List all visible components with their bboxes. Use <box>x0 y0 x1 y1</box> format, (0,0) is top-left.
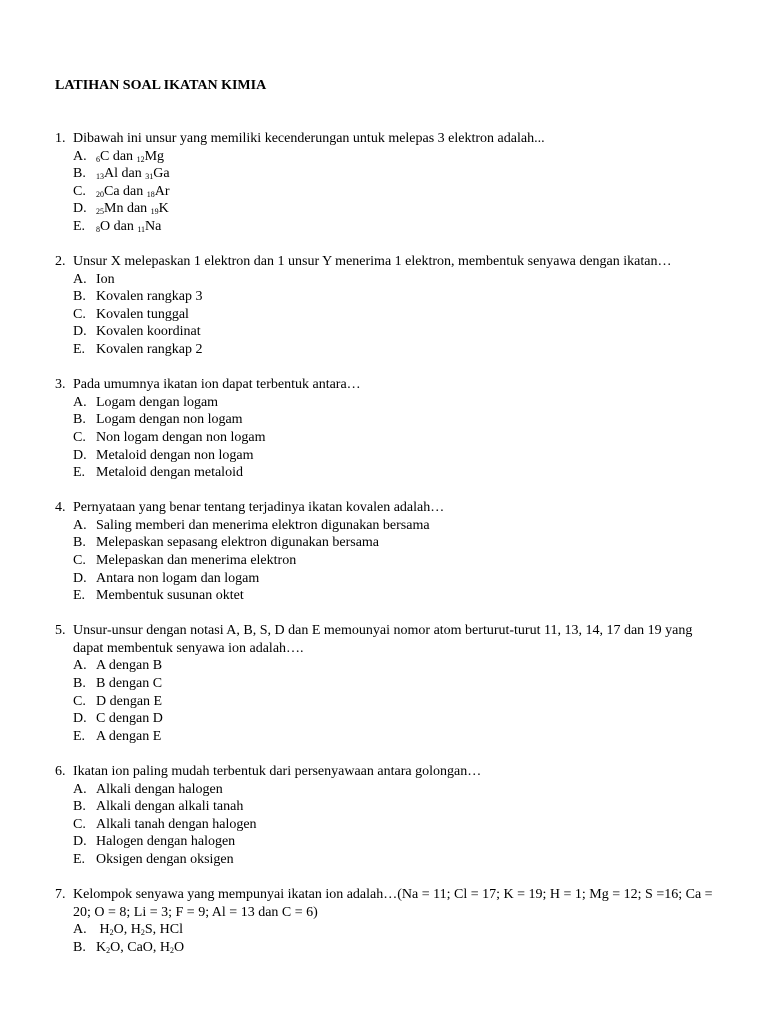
option-letter: C. <box>73 693 86 709</box>
text-run: B dengan C <box>96 676 163 692</box>
text-run: Non logam dengan non logam <box>96 429 266 445</box>
question-number: 2. <box>55 254 66 270</box>
subscript: 19 <box>150 207 159 217</box>
answer-option <box>55 306 725 324</box>
option-letter: A. <box>73 922 87 938</box>
text-run: C dengan D <box>96 711 163 727</box>
option-text <box>96 148 725 166</box>
text-run: Kovalen tunggal <box>96 306 189 322</box>
text-run: Ar <box>154 183 170 199</box>
option-letter: E. <box>73 588 86 604</box>
option-text <box>96 306 725 324</box>
answer-option <box>55 464 725 482</box>
option-letter: C. <box>73 183 86 199</box>
answer-option <box>55 429 725 447</box>
answer-option <box>55 816 725 834</box>
text-run: O <box>174 939 185 955</box>
text-run: Kovalen rangkap 3 <box>96 289 203 305</box>
option-text <box>96 657 725 675</box>
question-number: 5. <box>55 623 66 639</box>
option-text <box>96 587 725 605</box>
option-letter: D. <box>73 834 87 850</box>
text-run: O, H <box>113 922 141 938</box>
text-run: Ga <box>153 166 170 182</box>
option-text <box>96 570 725 588</box>
question-text: Dibawah ini unsur yang memiliki kecenderungan untuk melepas 3 elektron adalah... <box>73 131 545 146</box>
option-text <box>96 552 725 570</box>
question-row <box>55 763 725 781</box>
question-number: 4. <box>55 500 66 516</box>
answer-option <box>55 921 725 939</box>
option-text <box>96 675 725 693</box>
option-text <box>96 939 725 957</box>
option-letter: E. <box>73 851 86 867</box>
question-text: Kelompok senyawa yang mempunyai ikatan ion adalah…(Na = 11; Cl = 17; K = 19; H = 1; Mg = 12; S =16; Ca = 20; O = 8; Li = 3; F = 9; Al = 13 dan C = 6) <box>73 886 713 920</box>
text-run: Metaloid dengan metaloid <box>96 465 243 481</box>
question-row <box>55 622 725 657</box>
option-text <box>96 218 725 236</box>
question-2 <box>55 253 725 359</box>
question-1 <box>55 130 725 236</box>
text-run: Logam dengan logam <box>96 394 219 410</box>
answer-option <box>55 447 725 465</box>
option-letter: C. <box>73 552 86 568</box>
answer-option <box>55 657 725 675</box>
question-row <box>55 886 725 921</box>
text-run: K <box>158 201 169 217</box>
option-letter: B. <box>73 535 86 551</box>
option-text <box>96 165 725 183</box>
option-letter: C. <box>73 306 86 322</box>
option-letter: B. <box>73 799 86 815</box>
option-text <box>96 851 725 869</box>
text-run: Halogen dengan halogen <box>96 834 236 850</box>
question-row <box>55 253 725 271</box>
answer-option <box>55 411 725 429</box>
text-run: Alkali tanah dengan halogen <box>96 816 257 832</box>
text-run: C dan <box>100 148 137 164</box>
option-text <box>96 517 725 535</box>
option-text <box>96 341 725 359</box>
option-text <box>96 288 725 306</box>
answer-option <box>55 833 725 851</box>
text-run: H <box>96 922 110 938</box>
option-letter: D. <box>73 324 87 340</box>
option-text <box>96 271 725 289</box>
option-letter: C. <box>73 816 86 832</box>
subscript: 31 <box>145 172 154 182</box>
option-text <box>96 921 725 939</box>
answer-option <box>55 851 725 869</box>
text-run: S, HCl <box>144 922 183 938</box>
question-number: 7. <box>55 886 66 902</box>
answer-option <box>55 341 725 359</box>
option-letter: C. <box>73 429 86 445</box>
text-run: Membentuk susunan oktet <box>96 588 244 604</box>
subscript: 11 <box>137 224 146 234</box>
option-letter: A. <box>73 394 87 410</box>
option-text <box>96 447 725 465</box>
option-letter: A. <box>73 658 87 674</box>
answer-option <box>55 534 725 552</box>
text-run: Ca dan <box>104 183 147 199</box>
answer-option <box>55 183 725 201</box>
subscript: 8 <box>96 224 100 234</box>
option-letter: A. <box>73 271 87 287</box>
answer-option <box>55 165 725 183</box>
text-run: Mn dan <box>104 201 151 217</box>
option-text <box>96 833 725 851</box>
subscript: 13 <box>96 172 104 182</box>
option-letter: E. <box>73 218 86 234</box>
question-7 <box>55 886 725 956</box>
question-text: Unsur-unsur dengan notasi A, B, S, D dan E memounyai nomor atom berturut-turut 11, 13, 14, 17 dan 19 yang dapat membentuk senyawa ion adalah…. <box>73 623 693 656</box>
option-letter: A. <box>73 517 87 533</box>
subscript: 18 <box>146 189 155 199</box>
question-4 <box>55 499 725 605</box>
option-letter: A. <box>73 148 87 164</box>
text-run: Melepaskan sepasang elektron digunakan bersama <box>96 535 380 551</box>
option-letter: B. <box>73 939 86 955</box>
answer-option <box>55 939 725 957</box>
answer-option <box>55 798 725 816</box>
answer-option <box>55 218 725 236</box>
option-letter: E. <box>73 342 86 358</box>
text-run: O, CaO, H <box>110 939 171 955</box>
text-run: Alkali dengan halogen <box>96 781 223 797</box>
question-row <box>55 130 725 148</box>
subscript: 2 <box>170 945 175 955</box>
option-letter: D. <box>73 201 87 217</box>
option-text <box>96 816 725 834</box>
option-text <box>96 411 725 429</box>
answer-option <box>55 570 725 588</box>
subscript: 12 <box>136 154 145 164</box>
answer-option <box>55 552 725 570</box>
text-run: Saling memberi dan menerima elektron digunakan bersama <box>96 517 430 533</box>
option-letter: D. <box>73 570 87 586</box>
text-run: A dengan B <box>96 658 163 674</box>
option-text <box>96 323 725 341</box>
answer-option <box>55 200 725 218</box>
text-run: Mg <box>144 148 165 164</box>
option-text <box>96 693 725 711</box>
answer-option <box>55 323 725 341</box>
answer-option <box>55 517 725 535</box>
option-text <box>96 798 725 816</box>
text-run: Metaloid dengan non logam <box>96 447 254 463</box>
text-run: A dengan E <box>96 728 162 744</box>
option-text <box>96 728 725 746</box>
question-text: Unsur X melepaskan 1 elektron dan 1 unsur Y menerima 1 elektron, membentuk senyawa dengan ikatan… <box>73 254 672 270</box>
question-text: Ikatan ion paling mudah terbentuk dari persenyawaan antara golongan… <box>73 763 482 779</box>
text-run: Na <box>145 218 162 234</box>
subscript: 25 <box>96 207 104 217</box>
text-run: Kovalen rangkap 2 <box>96 342 203 358</box>
answer-option <box>55 148 725 166</box>
option-text <box>96 394 725 412</box>
answer-option <box>55 675 725 693</box>
option-letter: B. <box>73 412 86 428</box>
option-text <box>96 534 725 552</box>
option-text <box>96 183 725 201</box>
answer-option <box>55 288 725 306</box>
answer-option <box>55 728 725 746</box>
answer-option <box>55 710 725 728</box>
question-6 <box>55 763 725 869</box>
question-number: 3. <box>55 377 66 393</box>
subscript: 2 <box>140 928 145 938</box>
text-run: Al dan <box>104 166 146 182</box>
option-letter: A. <box>73 781 87 797</box>
text-run: Logam dengan non logam <box>96 412 243 428</box>
question-text: Pada umumnya ikatan ion dapat terbentuk antara… <box>73 377 361 393</box>
text-run: O dan <box>100 218 138 234</box>
answer-option <box>55 271 725 289</box>
option-text <box>96 781 725 799</box>
option-text <box>96 710 725 728</box>
option-letter: D. <box>73 711 87 727</box>
option-text <box>96 200 725 218</box>
question-text: Pernyataan yang benar tentang terjadinya ikatan kovalen adalah… <box>73 500 445 516</box>
text-run: Oksigen dengan oksigen <box>96 851 234 867</box>
page-title: LATIHAN SOAL IKATAN KIMIA <box>55 78 267 93</box>
option-letter: E. <box>73 465 86 481</box>
question-row <box>55 499 725 517</box>
option-letter: B. <box>73 166 86 182</box>
subscript: 20 <box>96 189 104 199</box>
answer-option <box>55 394 725 412</box>
text-run: K <box>96 939 107 955</box>
answer-option <box>55 781 725 799</box>
option-letter: E. <box>73 728 86 744</box>
subscript: 6 <box>96 154 100 164</box>
text-run: D dengan E <box>96 693 163 709</box>
option-letter: B. <box>73 676 86 692</box>
option-letter: B. <box>73 289 86 305</box>
answer-option <box>55 693 725 711</box>
question-list <box>55 130 725 974</box>
answer-option <box>55 587 725 605</box>
subscript: 2 <box>106 945 111 955</box>
option-letter: D. <box>73 447 87 463</box>
text-run: Kovalen koordinat <box>96 324 201 340</box>
text-run: Ion <box>96 271 115 287</box>
text-run: Alkali dengan alkali tanah <box>96 799 244 815</box>
question-number: 1. <box>55 131 66 146</box>
option-text <box>96 429 725 447</box>
question-number: 6. <box>55 763 66 779</box>
option-text <box>96 464 725 482</box>
text-run: Melepaskan dan menerima elektron <box>96 552 297 568</box>
subscript: 2 <box>109 928 114 938</box>
question-row <box>55 376 725 394</box>
question-3 <box>55 376 725 482</box>
question-5 <box>55 622 725 745</box>
text-run: Antara non logam dan logam <box>96 570 260 586</box>
